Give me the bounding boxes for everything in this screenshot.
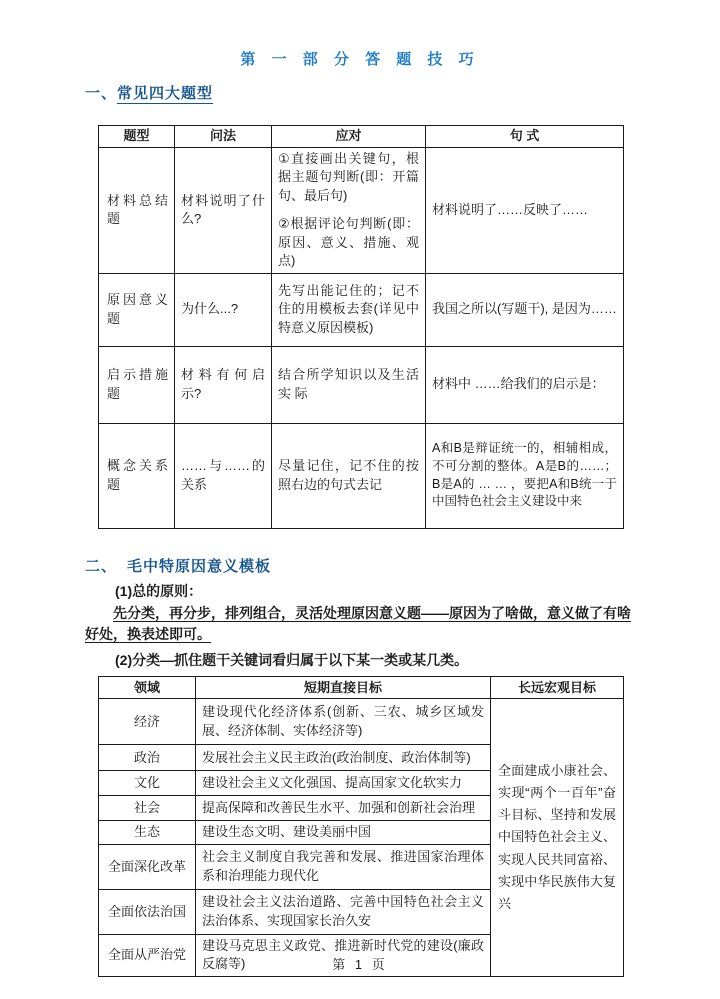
response-cell (272, 346, 426, 423)
section2-heading (85, 555, 635, 576)
response-item-1: 结合所学知识以及生活实 际 (278, 367, 419, 401)
field-cell: 全面从严治党 (99, 934, 196, 976)
type-cell: 原因意义题 (99, 273, 175, 346)
field-cell: 生态 (99, 821, 196, 844)
response-item-2: ②根据评论句判断(即：原因、意义、措施、观点) (278, 216, 419, 269)
goal-cell: 发展社会主义民主政治(政治制度、政治体制等) (196, 745, 491, 771)
ask-cell: 为什么...? (175, 273, 272, 346)
col-header-response: 应对 (272, 126, 426, 148)
table-header-row (99, 126, 624, 148)
field-cell: 政治 (99, 745, 196, 771)
response-item-1: 先写出能记住的；记不住的用模板去套(详见中特意义原因模板) (278, 283, 419, 335)
response-cell (272, 148, 426, 274)
field-cell: 文化 (99, 771, 196, 796)
table-header-row (99, 677, 624, 699)
document-body (85, 82, 635, 977)
section2-heading-text: 毛中特原因意义模板 (127, 557, 272, 575)
ask-cell: 材料有何启示? (175, 346, 272, 423)
col-header-pattern: 句 式 (426, 126, 624, 148)
long-term-goal-cell: 全面建成小康社会、实现“两个一百年”奋斗目标、坚持和发展中国特色社会主义、实现人民共同富裕、实现中华民族伟大复兴 (491, 699, 624, 976)
response-item-1: 尽量记住，记不住的按照右边的句式去记 (278, 458, 419, 492)
type-cell: 启示措施题 (99, 346, 175, 423)
pattern-cell: 我国之所以(写题干), 是因为…… (426, 273, 624, 346)
classification-label: (2)分类—抓住题干关键词看归属于以下某一类或某几类。 (115, 652, 469, 669)
page-number: 第 1 页 (332, 957, 388, 972)
field-cell: 经济 (99, 699, 196, 745)
col-header-short-term: 短期直接目标 (196, 677, 491, 699)
table-row (99, 148, 624, 274)
goal-cell: 建设现代化经济体系(创新、三农、城乡区域发展、经济体制、实体经济等) (196, 699, 491, 745)
section2-heading-prefix: 二、 (85, 557, 118, 575)
question-types-table (98, 125, 624, 529)
section1-heading-prefix: 一、 (85, 85, 118, 102)
pattern-cell: 材料说明了……反映了…… (426, 148, 624, 274)
col-header-field: 领域 (99, 677, 196, 699)
response-item-1: ①直接画出关键句，根据主题句判断(即：开篇句、最后句) (278, 151, 419, 203)
pattern-cell: A和B是辩证统一的，相辅相成，不可分割的整体。A是B的……；B是A的 … … ，要把A和B统一于中国特色社会主义建设中来 (426, 423, 624, 528)
ask-cell: 材料说明了什么? (175, 148, 272, 274)
goal-cell: 建设社会主义文化强国、提高国家文化软实力 (196, 771, 491, 796)
goals-table (98, 676, 624, 976)
col-header-ask: 问法 (175, 126, 272, 148)
col-header-type: 题型 (99, 126, 175, 148)
type-cell: 材料总结题 (99, 148, 175, 274)
response-cell (272, 273, 426, 346)
pattern-cell: 材料中 ……给我们的启示是： (426, 346, 624, 423)
goal-cell: 提高保障和改善民生水平、加强和创新社会治理 (196, 796, 491, 821)
field-cell: 全面深化改革 (99, 844, 196, 889)
response-cell (272, 423, 426, 528)
field-cell: 社会 (99, 796, 196, 821)
section1-heading-text: 常见四大题型 (117, 85, 214, 102)
principle-text: 先分类，再分步，排列组合，灵活处理原因意义题——原因为了啥做，意义做了有啥好处，换表述即可。 (85, 605, 631, 643)
goal-cell: 建设马克思主义政党、推进新时代党的建设(廉政反腐等) (196, 934, 491, 976)
page-title: 第 一 部 分 答 题 技 巧 (240, 51, 480, 68)
field-cell: 全面依法治国 (99, 889, 196, 934)
table-row (99, 699, 624, 745)
principle-label: (1)总的原则： (115, 582, 203, 599)
goal-cell: 建设生态文明、建设美丽中国 (196, 821, 491, 844)
table-row (99, 346, 624, 423)
ask-cell: ……与……的关系 (175, 423, 272, 528)
table-row (99, 273, 624, 346)
col-header-long-term: 长远宏观目标 (491, 677, 624, 699)
goal-cell: 社会主义制度自我完善和发展、推进国家治理体系和治理能力现代化 (196, 844, 491, 889)
table-row (99, 423, 624, 528)
section1-heading (85, 82, 635, 103)
goal-cell: 建设社会主义法治道路、完善中国特色社会主义法治体系、实现国家长治久安 (196, 889, 491, 934)
type-cell: 概念关系题 (99, 423, 175, 528)
